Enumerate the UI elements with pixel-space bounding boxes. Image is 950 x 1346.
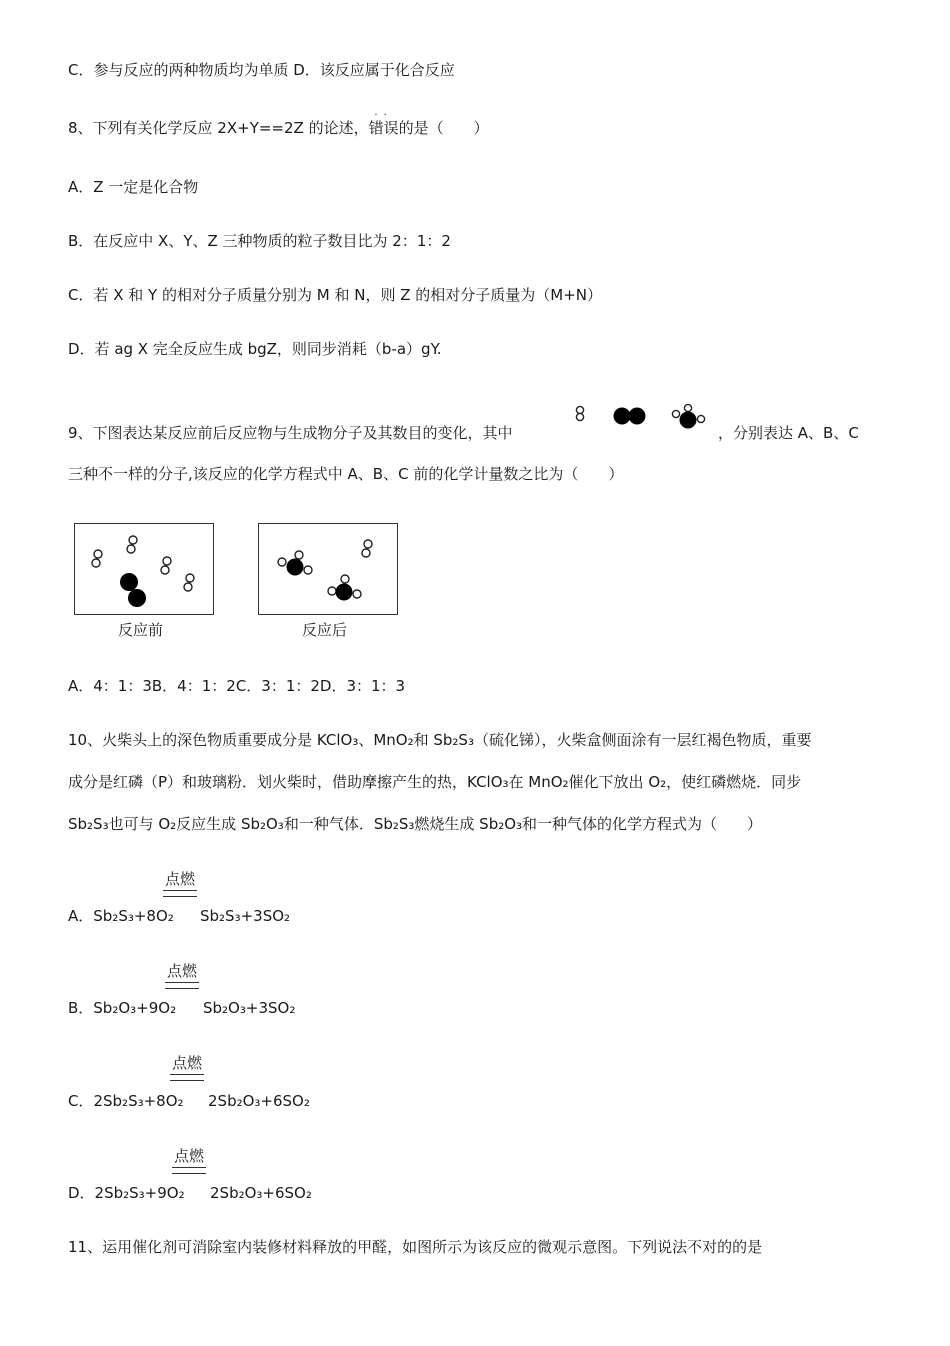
q8-stem-part2: 的是（ ） (398, 119, 489, 137)
q8-stem (68, 110, 489, 138)
q8-option-c: C．若 X 和 Y 的相对分子质量分别为 M 和 N，则 Z 的相对分子质量为（M+N） (68, 286, 602, 304)
q10-option-b-condition (167, 961, 197, 981)
condition-text: 点燃 (174, 1147, 205, 1165)
q10-stem-line2: 成分是红磷（P）和玻璃粉．划火柴时，借助摩擦产生的热，KClO₃在 MnO₂催化下放出 O₂，使红磷燃烧．同步 (68, 773, 802, 791)
q9-stem-line1: 9、下图表达某反应前后反应物与生成物分子及其数目的变化，其中 (68, 424, 513, 442)
q10-option-a-products: Sb₂S₃+3SO₂ (200, 907, 291, 925)
q10-option-b-products: Sb₂O₃+3SO₂ (203, 999, 296, 1017)
q7-option-cd: C．参与反应的两种物质均为单质 D．该反应属于化合反应 (68, 61, 455, 79)
legend-molecule-c (672, 404, 704, 428)
q8-option-d: D．若 ag X 完全反应生成 bgZ，则同步消耗（b-a）gY. (68, 340, 442, 358)
q10-option-c-condition (172, 1053, 202, 1073)
q9-after-label: 反应后 (302, 621, 348, 639)
q9-before-molecules (74, 523, 214, 615)
q10-option-b-reactants: B．Sb₂O₃+9O₂ (68, 999, 177, 1017)
q10-option-a-condition (165, 869, 195, 889)
q9-stem-line1-end: ，分别表达 A、B、C (718, 424, 859, 442)
q8-stem-part1: 8、下列有关化学反应 2X+Y==2Z 的论述， (68, 119, 369, 137)
q8-option-a: A．Z 一定是化合物 (68, 178, 199, 196)
q9-stem-line2: 三种不一样的分子,该反应的化学方程式中 A、B、C 前的化学计量数之比为（ ） (68, 465, 624, 483)
q9-after-molecules (258, 523, 398, 615)
q10-option-d-reactants: D．2Sb₂S₃+9O₂ (68, 1184, 185, 1202)
q10-stem-line3: Sb₂S₃也可与 O₂反应生成 Sb₂O₃和一种气体．Sb₂S₃燃烧生成 Sb₂O₃和一种气体的化学方程式为（ ） (68, 815, 763, 833)
q8-option-b: B．在反应中 X、Y、Z 三种物质的粒子数目比为 2：1：2 (68, 232, 451, 250)
q11-stem: 11、运用催化剂可消除室内装修材料释放的甲醛，如图所示为该反应的微观示意图。下列说法不对的的是 (68, 1238, 763, 1256)
condition-text: 点燃 (172, 1054, 203, 1072)
q10-option-a-reactants: A．Sb₂S₃+8O₂ (68, 907, 174, 925)
q10-option-c-reactants: C．2Sb₂S₃+8O₂ (68, 1092, 184, 1110)
legend-molecule-b (614, 408, 646, 425)
q9-legend-molecules (570, 402, 710, 436)
condition-text: 点燃 (165, 870, 196, 888)
q9-before-label: 反应前 (118, 621, 164, 639)
q8-emphasis-text: 错误 (368, 119, 399, 137)
q10-option-d-condition (174, 1146, 204, 1166)
condition-text: 点燃 (167, 962, 198, 980)
legend-molecule-a (576, 406, 583, 420)
q9-options: A．4：1：3B．4：1：2C．3：1：2D．3：1：3 (68, 677, 406, 695)
q10-option-d-products: 2Sb₂O₃+6SO₂ (210, 1184, 312, 1202)
q10-option-c-products: 2Sb₂O₃+6SO₂ (208, 1092, 310, 1110)
q10-stem-line1: 10、火柴头上的深色物质重要成分是 KClO₃、MnO₂和 Sb₂S₃（硫化锑），火柴盒侧面涂有一层红褐色物质，重要 (68, 731, 812, 749)
q8-emphasis-word: ·· 错误 (368, 110, 399, 137)
